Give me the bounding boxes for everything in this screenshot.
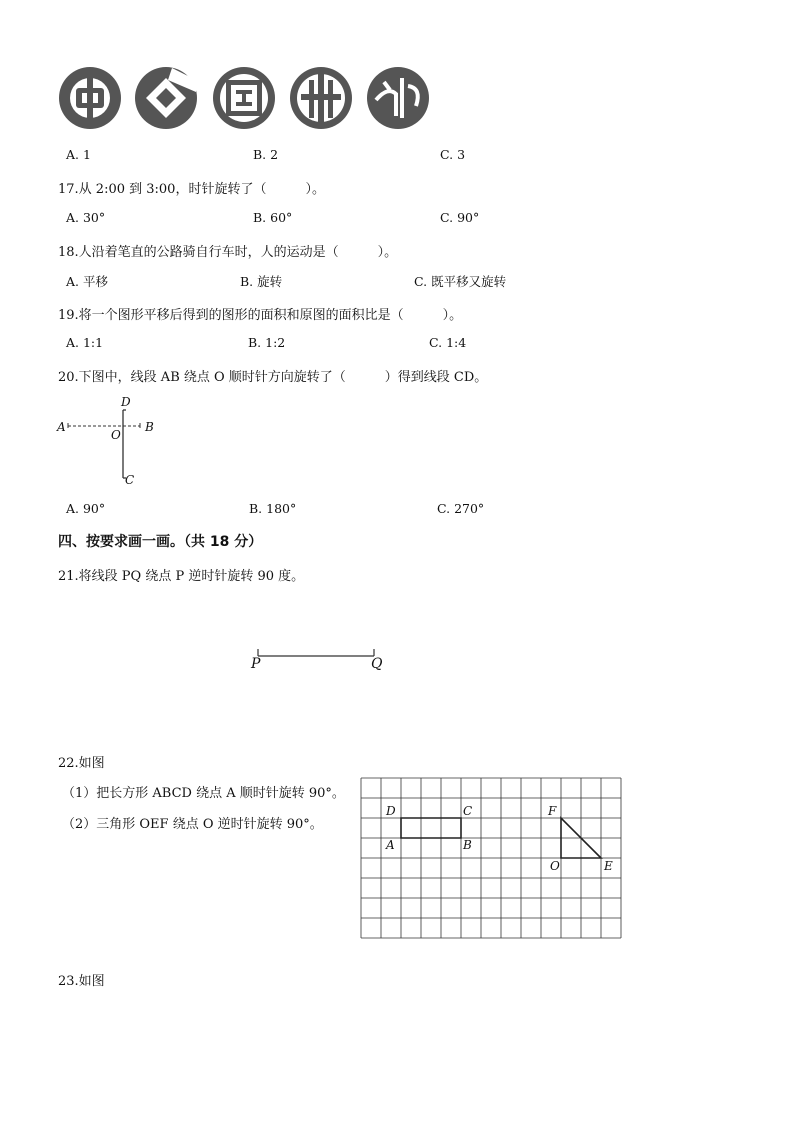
rotation-figure-ab-cd <box>60 398 170 490</box>
option-a[interactable]: A. 1:1 <box>66 335 104 350</box>
rectangle-abcd <box>401 818 461 838</box>
option-c[interactable]: C. 1:4 <box>429 335 467 350</box>
question-17: 17.从 2:00 到 3:00，时针旋转了（ ）。 <box>58 182 325 197</box>
question-20: 20.下图中，线段 AB 绕点 O 顺时针方向旋转了（ ）得到线段 CD。 <box>58 370 488 385</box>
sub-question-2: （2）三角形 OEF 绕点 O 逆时针旋转 90°。 <box>62 817 323 832</box>
option-c[interactable]: C. 270° <box>437 501 485 516</box>
segment-pq <box>255 646 380 662</box>
label-d: D <box>121 395 131 409</box>
construction-bank-logo <box>134 66 198 130</box>
option-b[interactable]: B. 旋转 <box>240 274 283 289</box>
square-grid <box>360 777 624 940</box>
section-title: 四、按要求画一画。（共 18 分） <box>58 534 263 550</box>
option-a[interactable]: A. 1 <box>66 147 91 162</box>
sub-question-1: （1）把长方形 ABCD 绕点 A 顺时针旋转 90°。 <box>62 786 345 801</box>
label-p: P <box>251 656 261 672</box>
label-a: A <box>57 420 66 434</box>
option-b[interactable]: B. 2 <box>253 147 279 162</box>
label-a: A <box>386 838 395 852</box>
question-22: 22.如图 <box>58 756 105 771</box>
label-c: C <box>463 804 473 818</box>
label-o: O <box>550 859 560 873</box>
option-c[interactable]: C. 既平移又旋转 <box>414 274 507 289</box>
label-q: Q <box>371 656 383 672</box>
label-d: D <box>386 804 396 818</box>
label-o: O <box>111 428 121 442</box>
label-f: F <box>548 804 557 818</box>
bank-of-communications-logo <box>366 66 430 130</box>
option-a[interactable]: A. 平移 <box>66 274 108 289</box>
label-b: B <box>145 420 154 434</box>
option-b[interactable]: B. 60° <box>253 210 293 225</box>
question-21: 21.将线段 PQ 绕点 P 逆时针旋转 90 度。 <box>58 569 305 584</box>
option-b[interactable]: B. 1:2 <box>248 335 286 350</box>
question-19: 19.将一个图形平移后得到的图形的面积和原图的面积比是（ ）。 <box>58 308 463 323</box>
option-a[interactable]: A. 90° <box>66 501 106 516</box>
agricultural-bank-logo <box>289 66 353 130</box>
option-c[interactable]: C. 3 <box>440 147 466 162</box>
option-b[interactable]: B. 180° <box>249 501 297 516</box>
industrial-commercial-bank-logo <box>212 66 276 130</box>
option-c[interactable]: C. 90° <box>440 210 480 225</box>
bank-of-china-logo <box>58 66 122 130</box>
option-a[interactable]: A. 30° <box>66 210 106 225</box>
question-18: 18.人沿着笔直的公路骑自行车时，人的运动是（ ）。 <box>58 245 398 260</box>
label-b: B <box>463 838 472 852</box>
label-e: E <box>604 859 613 873</box>
question-23: 23.如图 <box>58 974 105 989</box>
label-c: C <box>125 473 135 487</box>
